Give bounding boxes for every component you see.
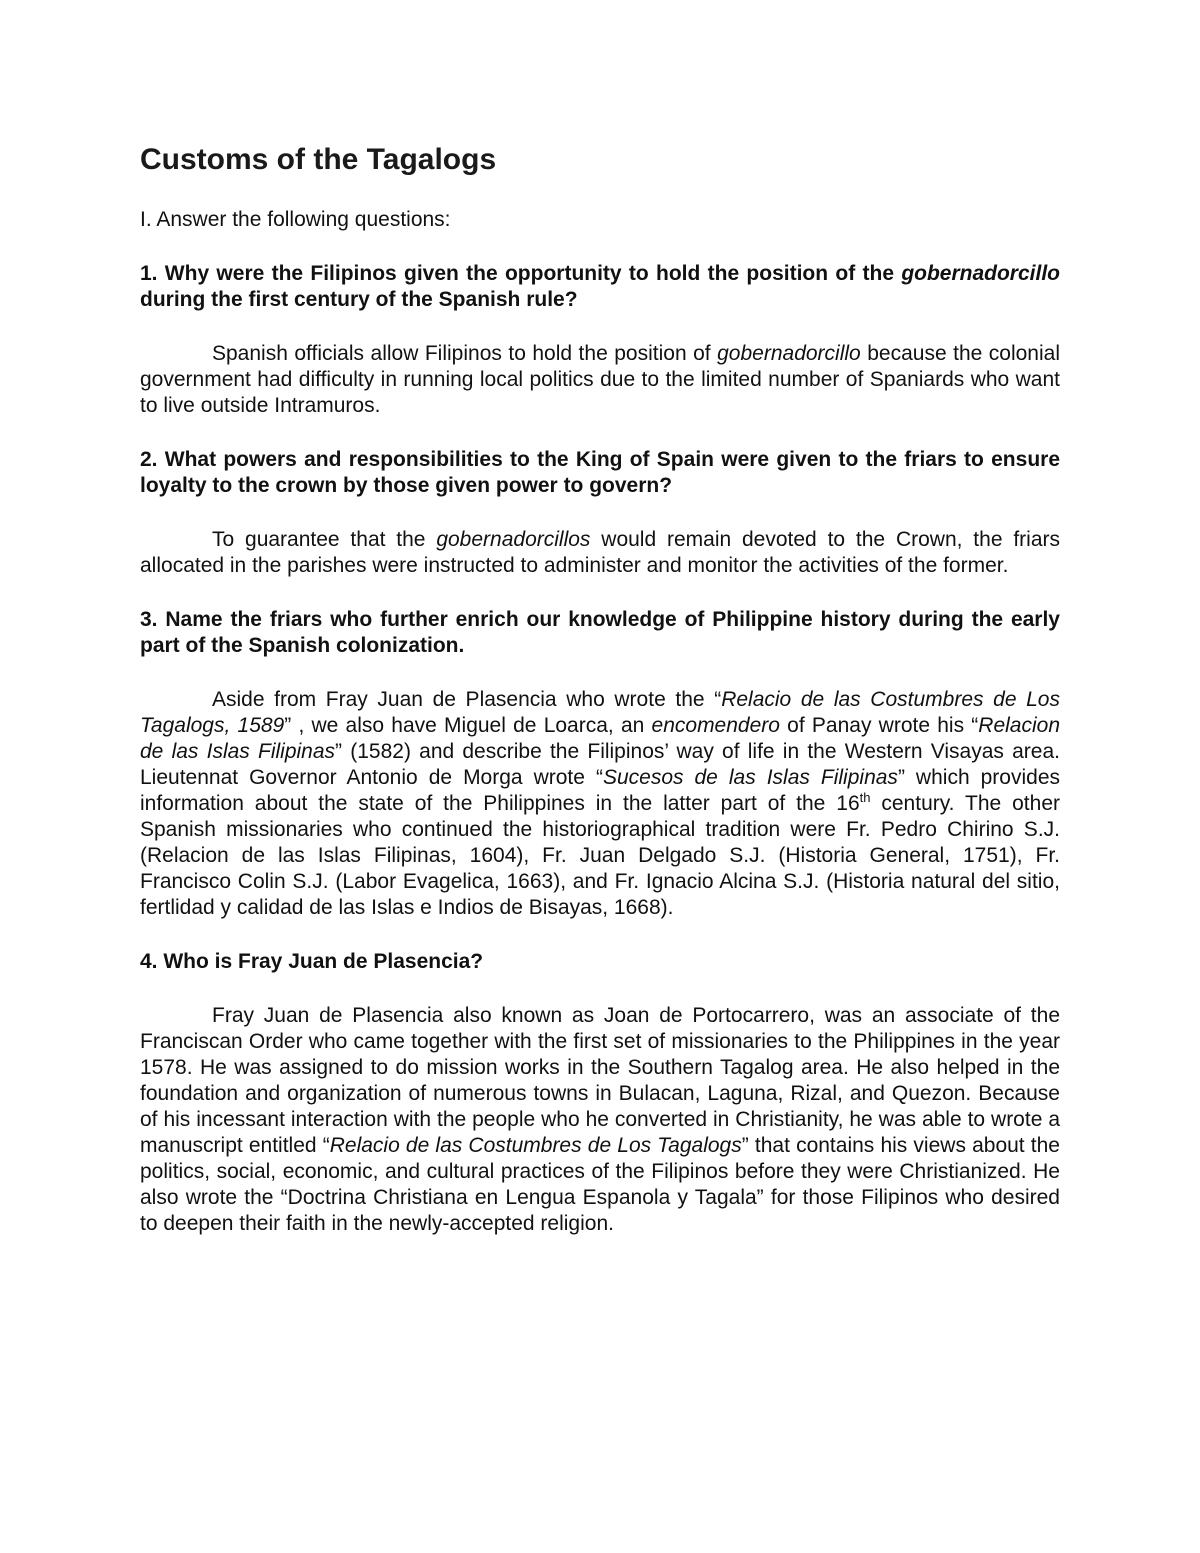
answer-3-emphasis-3: Relacion de las Islas Filipinas bbox=[140, 714, 1060, 763]
answer-2-text-end: would remain devoted to the Crown, the friars allocated in the parishes were instructed to administer and monitor the activities of the former. bbox=[140, 528, 1060, 577]
question-3: 3. Name the friars who further enrich our knowledge of Philippine history during the early part of the Spanish colonization. bbox=[140, 608, 1060, 657]
answer-4-text-2: ” that contains his views about the politics, social, economic, and cultural practices of the Filipinos before they were Christianized. He also wrote the “Doctrina Christiana en Lengua Espanola y Tagala” for those Filipinos who desired to deepen their faith in the newly-accepted religion. bbox=[140, 1134, 1060, 1235]
document-title: Customs of the Tagalogs bbox=[140, 143, 497, 176]
question-1-emphasis: gobernadorcillo bbox=[901, 262, 1060, 285]
answer-3-emphasis-2: encomendero bbox=[651, 714, 780, 737]
answer-3-text-3: of Panay wrote his “ bbox=[779, 714, 979, 737]
question-1 bbox=[140, 261, 1060, 313]
question-4: 4. Who is Fray Juan de Plasencia? bbox=[140, 950, 484, 973]
answer-1-emphasis: gobernadorcillo bbox=[717, 342, 861, 365]
answer-4 bbox=[140, 1003, 1060, 1237]
answer-3-emphasis-1: Relacio de las Costumbres de Los Tagalogs, 1589 bbox=[140, 688, 1060, 737]
answer-4-text-1: Fray Juan de Plasencia also known as Joan de Portocarrero, was an associate of the Franciscan Order who came together with the first set of missionaries to the Philippines in the year 1578. He was assigned to do mission works in the Southern Tagalog area. He also helped in the foundation and organization of numerous towns in Bulacan, Laguna, Rizal, and Quezon. Because of his incessant interaction with the people who he converted in Christianity, he was able to wrote a manuscript entitled “ bbox=[140, 1004, 1060, 1157]
answer-2-text: To guarantee that the bbox=[212, 528, 437, 551]
question-1-text-end: during the first century of the Spanish rule? bbox=[140, 288, 578, 311]
answer-4-emphasis-1: Relacio de las Costumbres de Los Tagalogs bbox=[329, 1134, 742, 1157]
answer-3-text-4: ” (1582) and describe the Filipinos’ way of life in the Western Visayas area. Lieutennat Governor Antonio de Morga wrote “ bbox=[140, 740, 1060, 789]
answer-3-text-1: Aside from Fray Juan de Plasencia who wrote the “ bbox=[212, 688, 722, 711]
answer-3 bbox=[140, 687, 1060, 921]
answer-1 bbox=[140, 341, 1060, 419]
question-1-text: 1. Why were the Filipinos given the opportunity to hold the position of the bbox=[140, 262, 902, 285]
answer-3-emphasis-4: Sucesos de las Islas Filipinas bbox=[602, 766, 898, 789]
question-2: 2. What powers and responsibilities to the King of Spain were given to the friars to ensure loyalty to the crown by those given power to govern? bbox=[140, 448, 1060, 497]
answer-1-text-end: because the colonial government had difficulty in running local politics due to the limited number of Spaniards who want to live outside Intramuros. bbox=[140, 342, 1061, 417]
answer-2-emphasis: gobernadorcillos bbox=[436, 528, 591, 551]
answer-1-text: Spanish officials allow Filipinos to hold the position of bbox=[212, 342, 718, 365]
instruction-text: I. Answer the following questions: bbox=[140, 208, 451, 231]
answer-3-text-2: ” , we also have Miguel de Loarca, an bbox=[284, 714, 652, 737]
answer-2 bbox=[140, 527, 1060, 579]
answer-3-superscript: th bbox=[859, 790, 871, 805]
answer-3-text-6: century. The other Spanish missionaries who continued the historiographical tradition were Fr. Pedro Chirino S.J. (Relacion de las Islas Filipinas, 1604), Fr. Juan Delgado S.J. (Historia General, 1751), Fr. Francisco Colin S.J. (Labor Evagelica, 1663), and Fr. Ignacio Alcina S.J. (Historia natural del sitio, fertlidad y calidad de las Islas e Indios de Bisayas, 1668). bbox=[140, 792, 1060, 919]
answer-3-text-5: ” which provides information about the state of the Philippines in the latter part of the 16 bbox=[140, 766, 1061, 815]
